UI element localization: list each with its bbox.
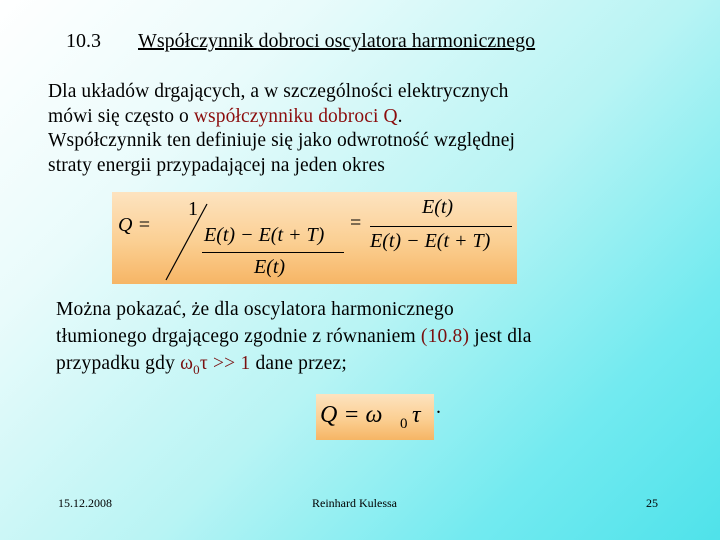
result-line-1: Można pokazać, że dla oscylatora harmonicznego (56, 299, 454, 320)
title-text: Współczynnik dobroci oscylatora harmonicznego (138, 30, 536, 52)
tau-symbol: τ (199, 353, 208, 374)
formula-inner-denominator: E(t) (254, 256, 286, 278)
omega-symbol: ω (180, 353, 194, 374)
intro-line-1: Dla układów drgających, a w szczególności elektrycznych (48, 81, 509, 102)
quality-factor-definition-formula (112, 192, 517, 284)
result-formula-subscript: 0 (400, 416, 408, 432)
intro-line-2 (48, 105, 515, 130)
condition-rest: >> 1 (207, 353, 251, 374)
intro-paragraph (48, 80, 515, 178)
result-line-2-end: jest dla (469, 326, 532, 347)
footer-date: 15.12.2008 (58, 496, 112, 510)
intro-line-3: Współczynnik ten definiuje się jako odwrotność względnej (48, 130, 515, 151)
result-paragraph (56, 296, 532, 383)
intro-line-2-end: . (397, 105, 403, 127)
intro-line-4: straty energii przypadającej na jeden okres (48, 154, 385, 176)
footer-author: Reinhard Kulessa (312, 496, 397, 510)
formula-lhs: Q = (118, 214, 151, 236)
formula-inner-fraction-bar (202, 252, 344, 253)
formula-dot: . (436, 396, 441, 418)
equation-reference: (10.8) (420, 326, 470, 347)
formula-equals: = (350, 212, 362, 234)
formula-rhs-denominator: E(t) − E(t + T) (370, 230, 491, 252)
formula-rhs-fraction-bar (370, 226, 512, 227)
result-formula-tau: τ (412, 402, 421, 428)
result-line-2 (56, 323, 532, 350)
formula-inner-numerator: E(t) − E(t + T) (204, 224, 325, 246)
quality-factor-result-formula (316, 394, 434, 440)
footer-page-number: 25 (646, 496, 658, 510)
result-line-2-text: tłumionego drgającego zgodnie z równaniem (56, 326, 421, 347)
omega-subscript: 0 (193, 361, 200, 377)
result-line-3-text: przypadku gdy (56, 353, 181, 374)
result-formula-lhs: Q = ω (320, 402, 383, 428)
formula-rhs-numerator: E(t) (422, 196, 454, 218)
quality-factor-term: współczynniku dobroci Q (193, 105, 398, 127)
intro-line-2-text: mówi się często o (48, 105, 194, 127)
result-line-3 (56, 350, 532, 383)
condition-expression (180, 353, 251, 377)
formula-numerator-one: 1 (188, 198, 198, 220)
result-line-3-end: dane przez; (250, 353, 347, 374)
section-number: 10.3 (66, 30, 101, 52)
